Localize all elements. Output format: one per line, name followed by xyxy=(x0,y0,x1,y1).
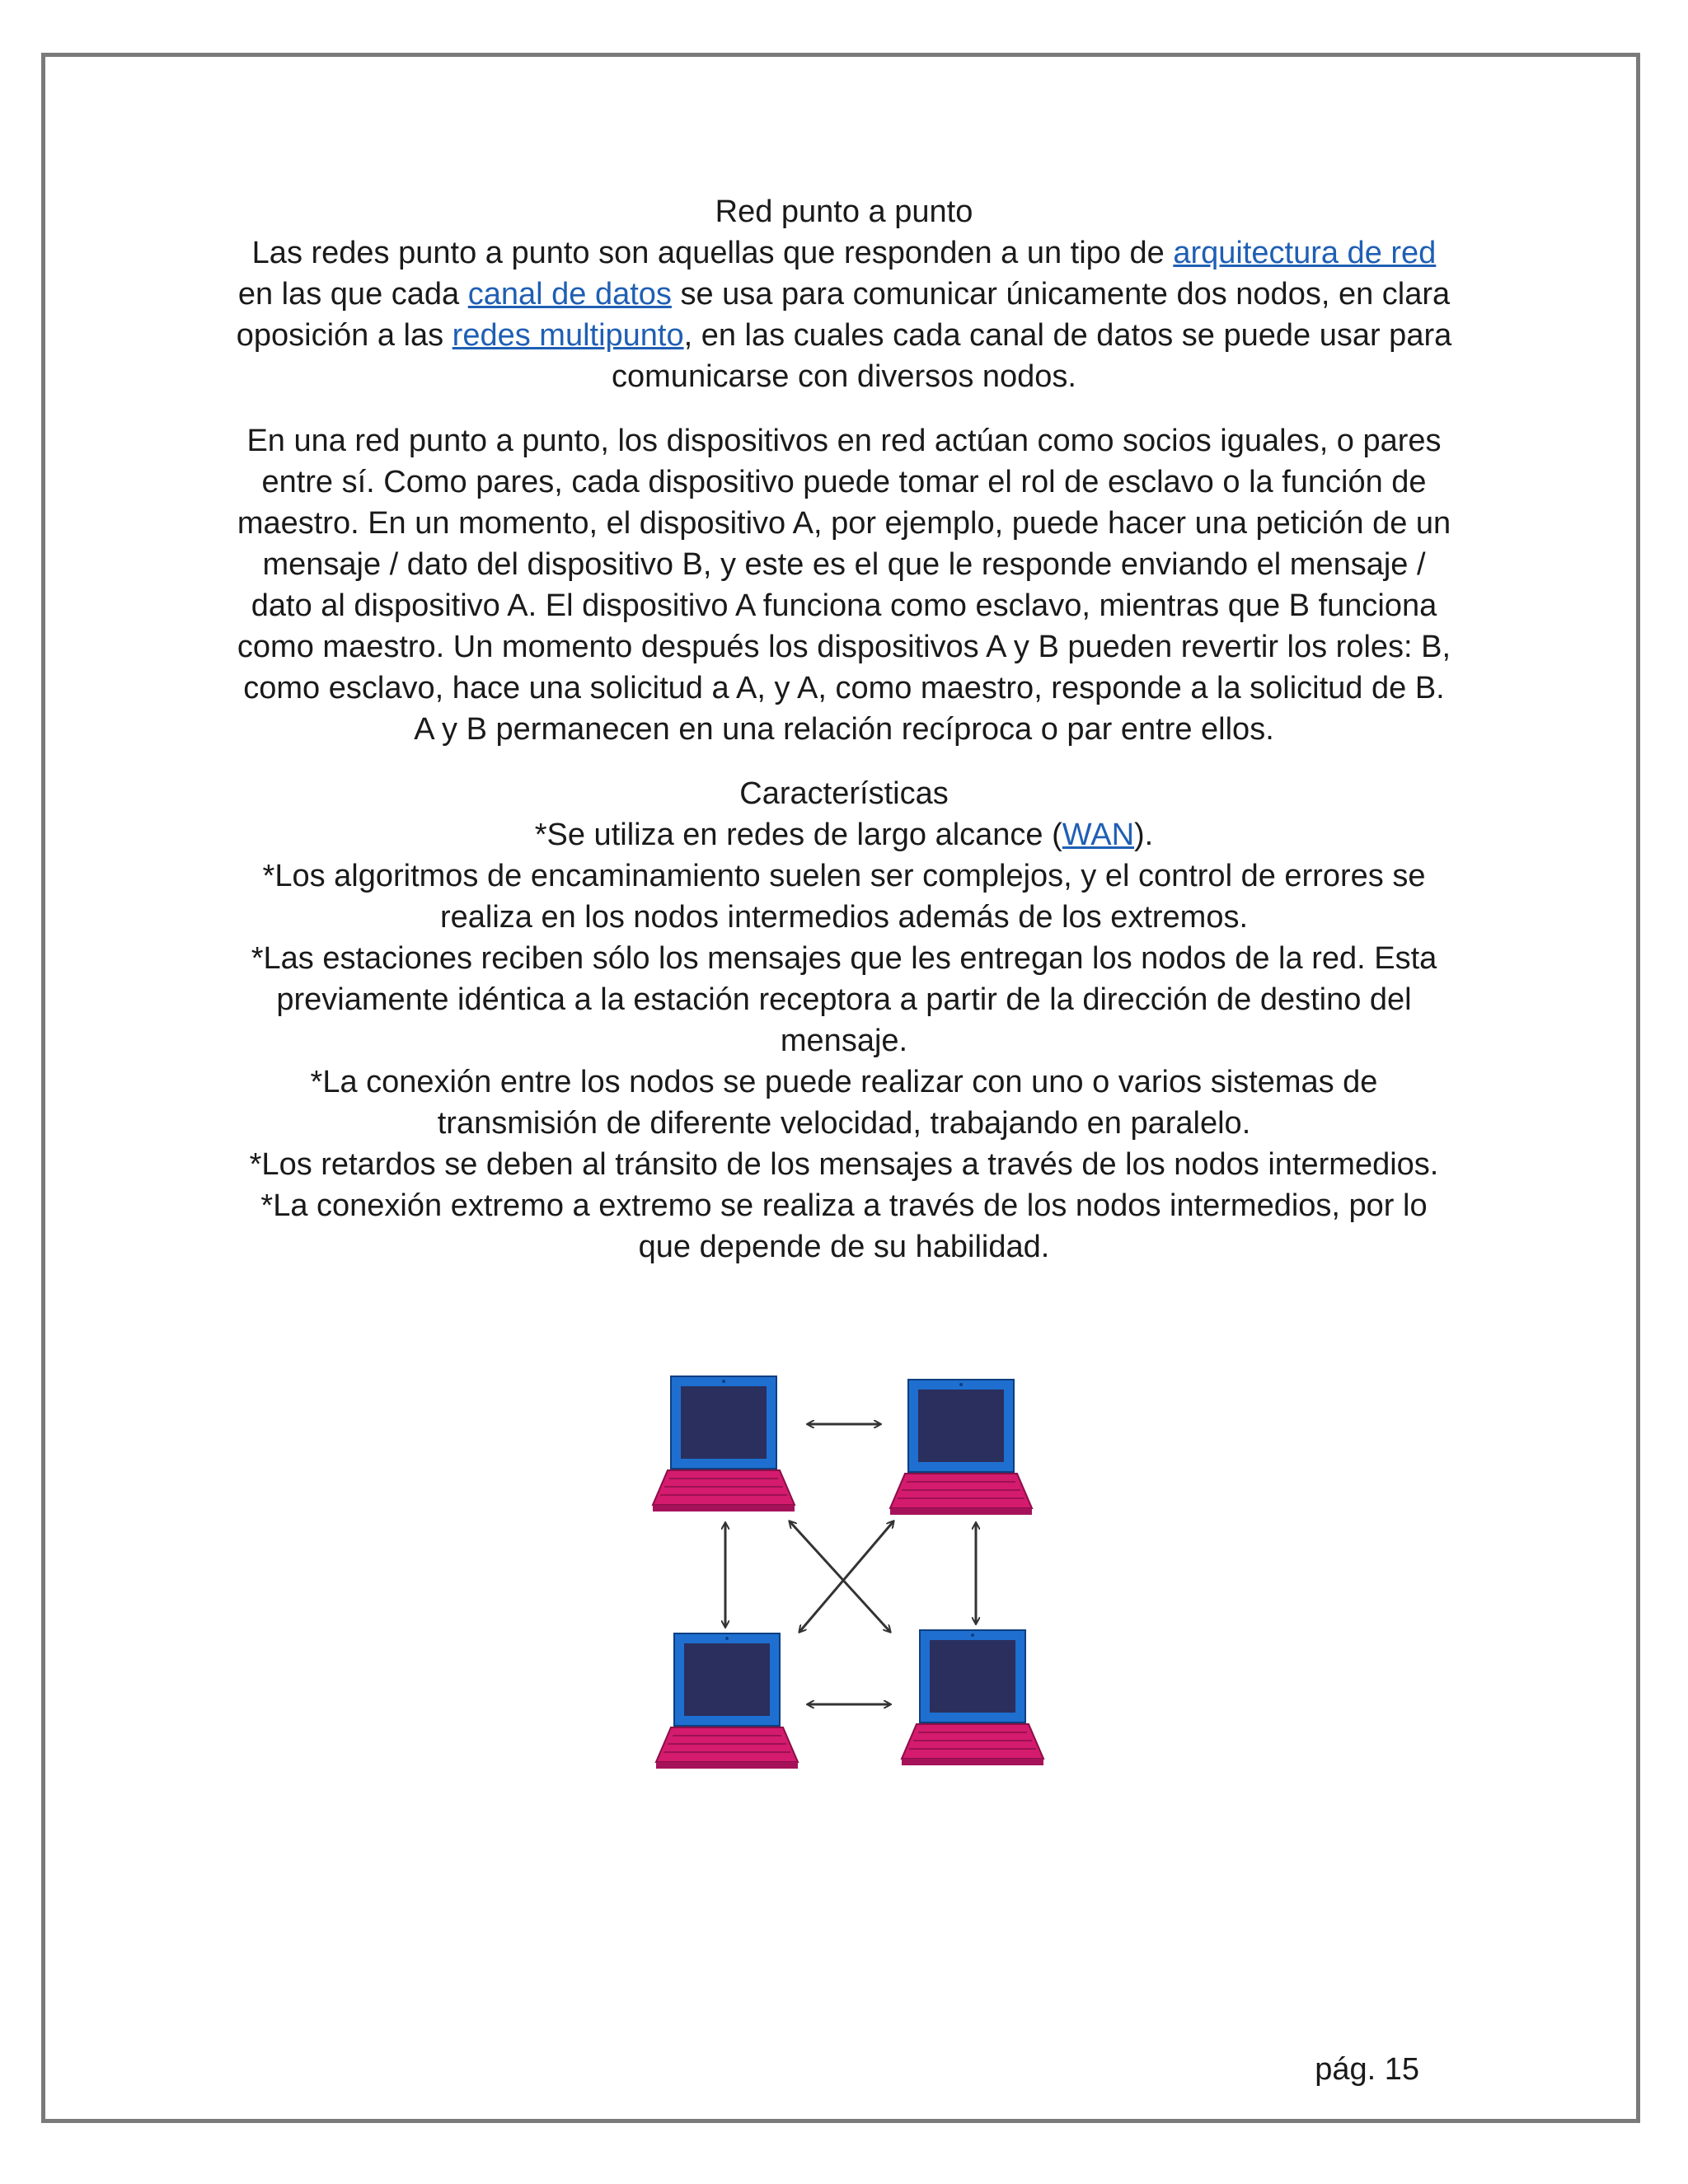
laptop-icon-top-right xyxy=(890,1380,1032,1515)
point-to-point-diagram xyxy=(643,1368,1055,1788)
arrow-diagonal-down-right xyxy=(790,1521,890,1632)
laptop-icon-top-left xyxy=(653,1376,795,1511)
feature-item: *Los retardos se deben al tránsito de los mensajes a través de los nodos intermedios. xyxy=(249,1147,1439,1182)
page-title: Red punto a punto xyxy=(715,194,973,229)
intro-paragraph: Las redes punto a punto son aquellas que responden a un tipo de arquitectura de red en las que cada canal de datos se usa para comunicar únicamente dos nodos, en clara oposición a las redes multipunto, en las cuales cada canal de datos se puede usar para comunicarse con diversos nodos. xyxy=(236,236,1452,394)
document-body xyxy=(231,191,1457,1268)
feature-item: *Se utiliza en redes de largo alcance (WAN). xyxy=(534,818,1154,852)
link-canal-de-datos[interactable]: canal de datos xyxy=(467,277,672,312)
arrow-diagonal-down-left xyxy=(799,1521,893,1632)
feature-item: *La conexión extremo a extremo se realiza a través de los nodos intermedios, por lo que depende de su habilidad. xyxy=(260,1188,1428,1264)
feature-item: *Las estaciones reciben sólo los mensajes que les entregan los nodos de la red. Esta previamente idéntica a la estación receptora a partir de la dirección de destino del mensaje. xyxy=(251,941,1437,1058)
link-arquitectura-de-red[interactable]: arquitectura de red xyxy=(1173,236,1437,270)
features-heading: Características xyxy=(739,776,949,811)
laptop-icon-bottom-right xyxy=(902,1630,1043,1765)
feature-item: *Los algoritmos de encaminamiento suelen ser complejos, y el control de errores se realiza en los nodos intermedios además de los extremos. xyxy=(262,859,1426,935)
paragraph-roles: En una red punto a punto, los dispositivos en red actúan como socios iguales, o pares entre sí. Como pares, cada dispositivo puede tomar el rol de esclavo o la función de maestro. En un momento, el dispositivo A, por ejemplo, puede hacer una petición de un mensaje / dato del dispositivo B, y este es el que le responde enviando el mensaje / dato al dispositivo A. El dispositivo A funciona como esclavo, mientras que B funciona como maestro. Un momento después los dispositivos A y B pueden revertir los roles: B, como esclavo, hace una solicitud a A, y A, como maestro, responde a la solicitud de B. A y B permanecen en una relación recíproca o par entre ellos. xyxy=(237,424,1451,747)
link-redes-multipunto[interactable]: redes multipunto xyxy=(452,318,684,353)
page-number: pág. 15 xyxy=(1315,2052,1419,2087)
link-wan[interactable]: WAN xyxy=(1062,818,1135,852)
feature-item: *La conexión entre los nodos se puede realizar con uno o varios sistemas de transmisión de diferente velocidad, trabajando en paralelo. xyxy=(310,1065,1378,1141)
laptop-icon-bottom-left xyxy=(656,1633,798,1769)
